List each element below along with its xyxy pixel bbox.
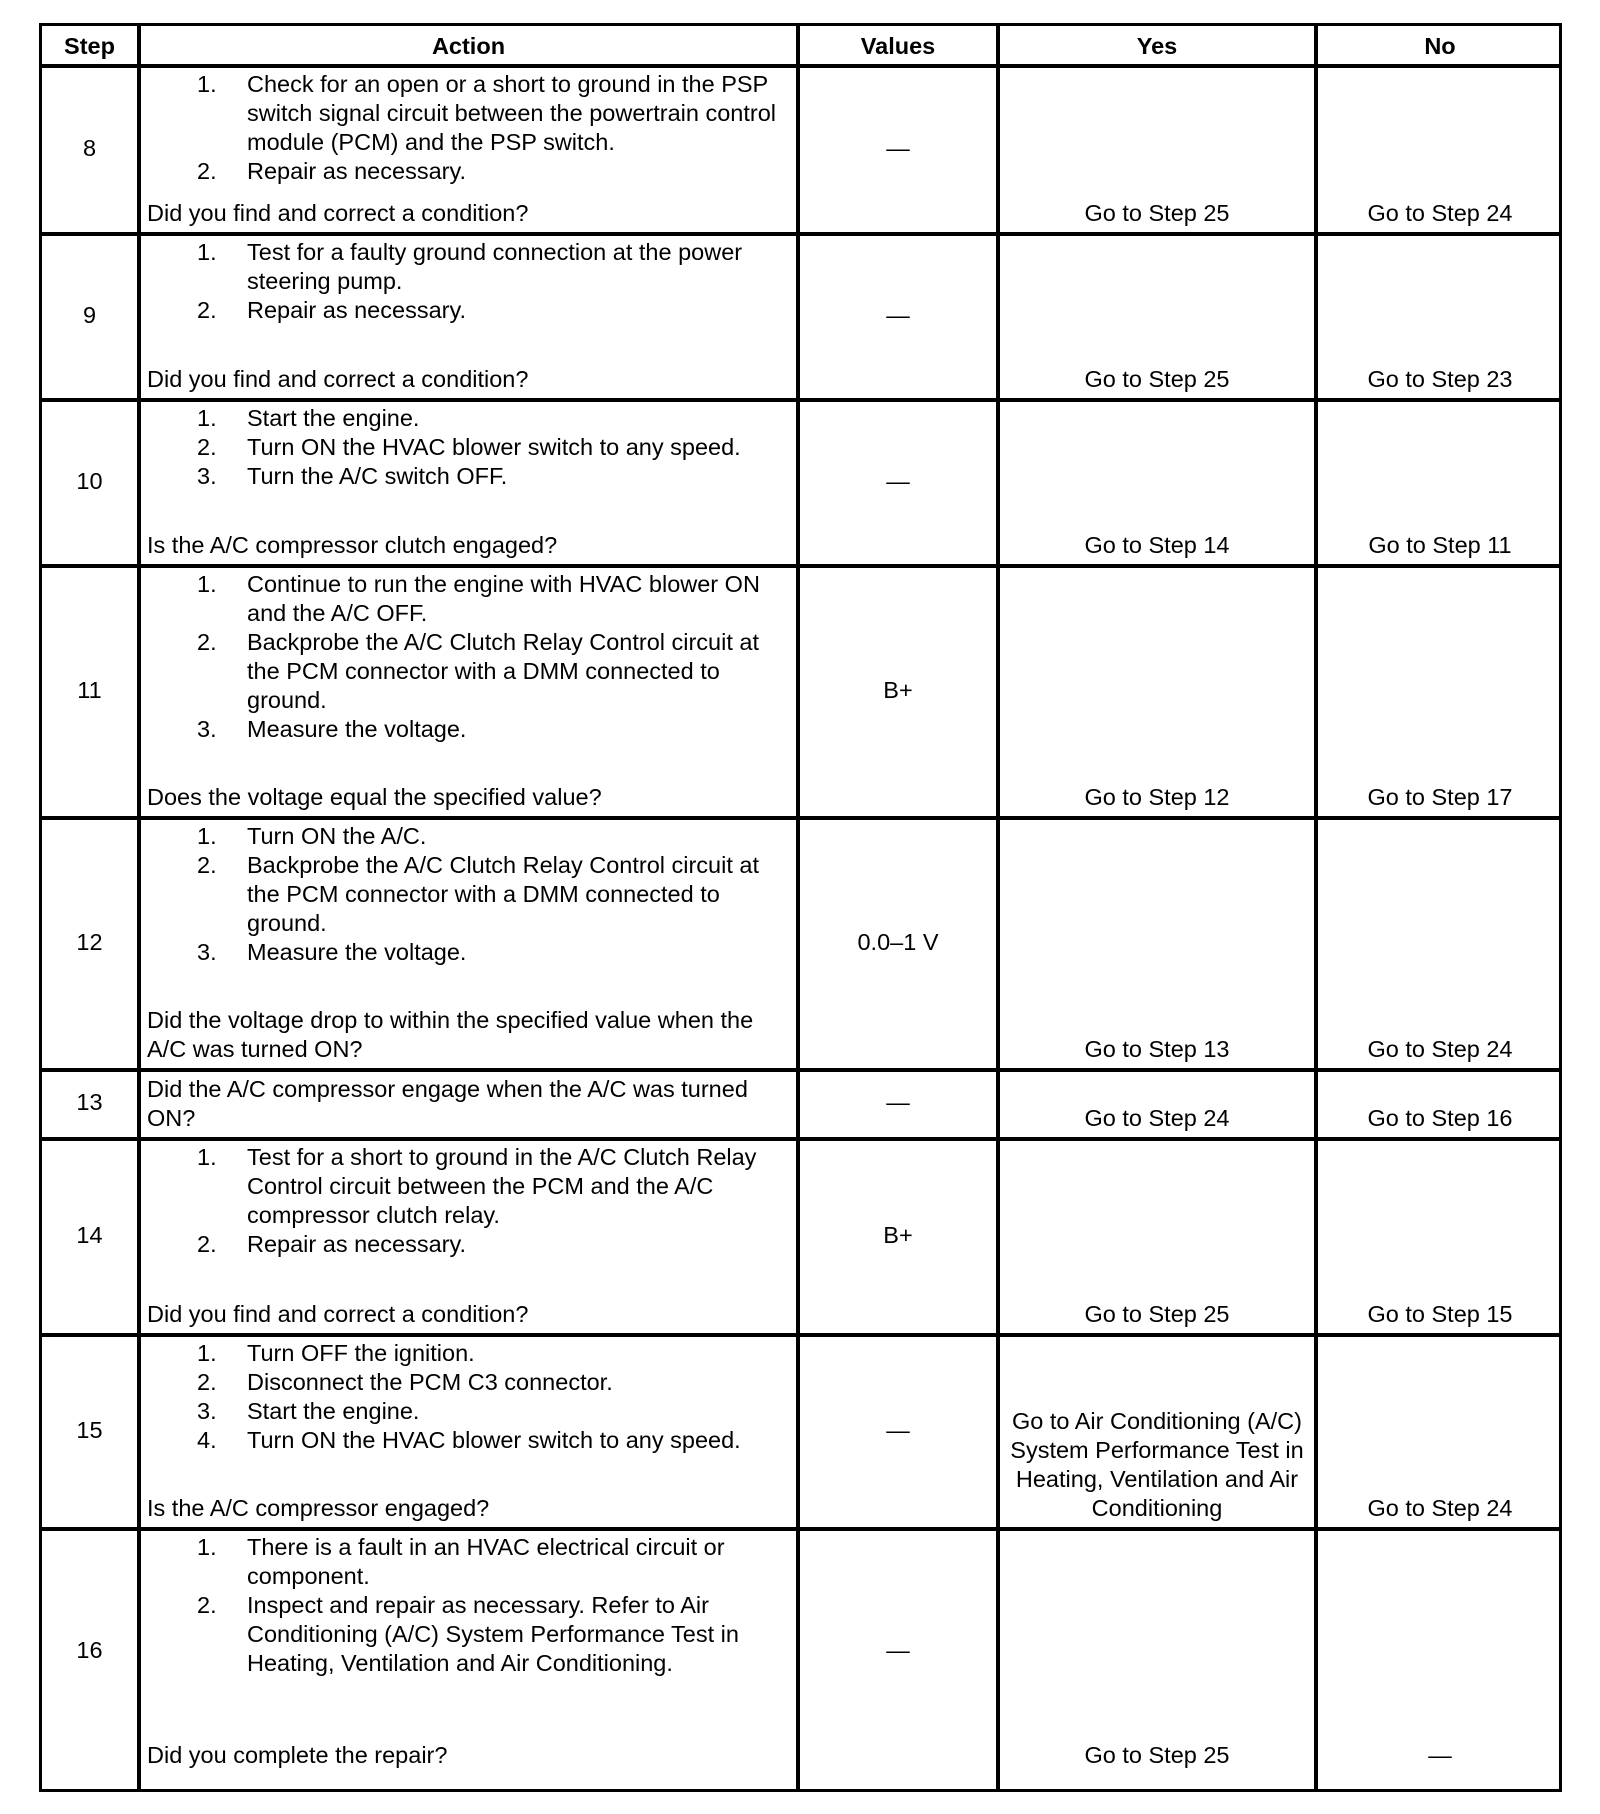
yes-result: Go to Air Conditioning (A/C) System Performance Test in Heating, Ventilation and Air Conditioning [1010,1408,1304,1521]
action-step-text: Repair as necessary. [247,297,466,323]
diagnostic-table [39,23,1562,1792]
action-step-text: Check for an open or a short to ground in the PSP switch signal circuit between the powertrain control module (PCM) and the PSP switch. [247,71,777,155]
no-result: Go to Step 24 [1367,1036,1513,1062]
action-cell [141,66,796,230]
action-question: Did the A/C compressor engage when the A/C was turned ON? [147,1076,748,1131]
table-row [42,400,1559,562]
action-step-number: 1. [197,1144,217,1170]
action-step-number: 2. [197,297,217,323]
row-divider [42,1137,1559,1141]
step-number: 11 [77,676,102,703]
action-step-text: Inspect and repair as necessary. Refer to Air Conditioning (A/C) System Performance Test in Heating, Ventilation and Air Conditioning. [247,1592,739,1676]
action-step [147,1143,790,1230]
action-cell [141,818,796,1066]
action-step [147,715,790,744]
yes-result: Go to Step 12 [1084,784,1230,810]
action-steps-list [147,570,790,744]
action-steps-list [147,404,790,491]
action-step-text: Turn the A/C switch OFF. [247,463,508,489]
action-step [147,433,790,462]
action-step-text: Backprobe the A/C Clutch Relay Control circuit at the PCM connector with a DMM connected to ground. [247,629,760,713]
row-divider [42,1527,1559,1531]
header-yes: Yes [1136,32,1178,59]
yes-cell [1000,1070,1314,1135]
action-step-text: Backprobe the A/C Clutch Relay Control circuit at the PCM connector with a DMM connected to ground. [247,852,760,936]
table-row [42,566,1559,814]
action-step [147,462,790,491]
action-step-number: 1. [197,1534,217,1560]
yes-cell [1000,1139,1314,1331]
action-step [147,1533,790,1591]
row-divider [42,398,1559,402]
action-step-text: Turn ON the HVAC blower switch to any speed. [247,434,741,460]
no-result: Go to Step 11 [1368,532,1512,558]
no-cell [1318,1139,1562,1331]
action-step [147,1368,790,1397]
action-step-number: 2. [197,1369,217,1395]
yes-cell [1000,400,1314,562]
no-result: Go to Step 24 [1367,200,1513,226]
action-step [147,822,790,851]
value-cell: — [886,134,910,161]
header-action: Action [431,32,506,59]
no-result: Go to Step 16 [1367,1105,1513,1131]
action-question: Did you find and correct a condition? [147,366,529,392]
action-step-text: Start the engine. [247,1398,420,1424]
action-step [147,1426,790,1455]
column-divider [137,26,141,1789]
yes-result: Go to Step 25 [1084,366,1230,392]
action-steps-list [147,1143,790,1259]
value-cell: — [886,301,910,328]
no-cell [1318,818,1562,1066]
action-steps-list [147,1339,790,1455]
step-number: 13 [76,1089,103,1115]
action-step-text: Repair as necessary. [247,1231,466,1257]
value-cell: 0.0–1 V [857,928,939,955]
action-step [147,404,790,433]
action-cell [141,566,796,814]
yes-result: Go to Step 25 [1084,1301,1230,1327]
row-divider [42,232,1559,236]
table-row [42,1070,1559,1135]
table-row [42,818,1559,1066]
action-question: Did you complete the repair? [147,1742,448,1768]
column-divider [796,26,800,1789]
step-number: 8 [82,134,97,161]
value-cell: — [886,467,910,494]
action-step-number: 1. [197,823,217,849]
no-cell [1318,66,1562,230]
action-step [147,70,790,157]
step-number: 9 [82,301,97,328]
yes-cell [1000,818,1314,1066]
action-step-number: 2. [197,434,217,460]
action-step-text: Turn ON the A/C. [247,823,427,849]
yes-result: Go to Step 25 [1084,200,1230,226]
action-steps-list [147,70,790,186]
action-step [147,296,790,325]
action-cell [141,400,796,562]
action-step-number: 2. [197,1231,217,1257]
yes-cell [1000,566,1314,814]
action-step-text: Continue to run the engine with HVAC blower ON and the A/C OFF. [247,571,760,626]
action-step-number: 3. [197,939,217,965]
action-step-number: 4. [197,1427,217,1453]
action-step-text: Test for a faulty ground connection at the power steering pump. [247,239,743,294]
action-step-number: 3. [197,716,217,742]
table-row [42,234,1559,396]
table-row [42,1529,1559,1772]
action-step-text: Measure the voltage. [247,939,467,965]
action-question: Is the A/C compressor engaged? [147,1495,490,1521]
action-step [147,1397,790,1426]
step-number: 15 [76,1416,103,1443]
action-step [147,628,790,715]
action-step-number: 3. [197,463,217,489]
step-number: 10 [76,467,103,494]
yes-result: Go to Step 25 [1084,1742,1230,1768]
yes-result: Go to Step 14 [1084,532,1230,558]
no-cell [1318,400,1562,562]
action-steps-list [147,1533,790,1678]
no-cell [1318,234,1562,396]
action-question: Did you find and correct a condition? [147,200,529,226]
action-step-number: 1. [197,1340,217,1366]
action-step-text: Turn ON the HVAC blower switch to any speed. [247,1427,741,1453]
step-number: 16 [76,1637,103,1663]
value-cell: — [886,1416,910,1443]
action-step-number: 1. [197,405,217,431]
row-divider [42,64,1559,68]
action-step-text: Turn OFF the ignition. [247,1340,475,1366]
action-step-text: Test for a short to ground in the A/C Clutch Relay Control circuit between the PCM and the A/C compressor clutch relay. [247,1144,757,1228]
action-step [147,238,790,296]
action-step-text: There is a fault in an HVAC electrical circuit or component. [247,1534,725,1589]
header-step: Step [64,32,115,59]
action-step [147,570,790,628]
value-cell: — [886,1637,910,1663]
no-result: Go to Step 17 [1367,784,1513,810]
action-step-number: 1. [197,239,217,265]
yes-result: Go to Step 24 [1084,1105,1230,1131]
no-cell [1318,1070,1562,1135]
action-step-number: 2. [197,158,217,184]
value-cell: B+ [883,676,913,703]
action-cell [141,1335,796,1525]
value-cell: — [886,1089,910,1115]
action-step [147,938,790,967]
action-question: Did you find and correct a condition? [147,1301,529,1327]
action-step-number: 1. [197,71,217,97]
action-step-number: 2. [197,852,217,878]
header-no: No [1424,32,1456,59]
row-divider [42,1333,1559,1337]
no-result: Go to Step 24 [1367,1495,1513,1521]
action-question: Did the voltage drop to within the specified value when the A/C was turned ON? [147,1007,754,1062]
table-row [42,1335,1559,1525]
row-divider [42,564,1559,568]
action-cell [141,234,796,396]
action-step-text: Measure the voltage. [247,716,467,742]
action-step-number: 2. [197,629,217,655]
row-divider [42,1068,1559,1072]
table-header-row [42,26,1559,66]
no-result: Go to Step 15 [1367,1301,1513,1327]
action-step-text: Disconnect the PCM C3 connector. [247,1369,613,1395]
action-step-number: 3. [197,1398,217,1424]
action-step [147,157,790,186]
yes-cell [1000,234,1314,396]
action-cell [141,1139,796,1331]
step-number: 12 [76,928,103,955]
action-question: Does the voltage equal the specified value? [147,784,602,810]
action-steps-list [147,238,790,325]
action-step [147,851,790,938]
action-step-number: 1. [197,571,217,597]
yes-cell [1000,1529,1314,1772]
table-row [42,1139,1559,1331]
action-step [147,1339,790,1368]
action-cell [141,1070,796,1135]
no-result: — [1428,1742,1452,1768]
action-step-text: Repair as necessary. [247,158,466,184]
yes-cell [1000,1335,1314,1525]
action-step [147,1230,790,1259]
no-cell [1318,1335,1562,1525]
column-divider [996,26,1000,1789]
action-step [147,1591,790,1678]
no-result: Go to Step 23 [1367,366,1513,392]
header-values: Values [860,32,936,59]
column-divider [1314,26,1318,1789]
action-step-text: Start the engine. [247,405,420,431]
action-steps-list [147,822,790,967]
table-row [42,66,1559,230]
no-cell [1318,566,1562,814]
yes-result: Go to Step 13 [1084,1036,1230,1062]
no-cell [1318,1529,1562,1772]
yes-cell [1000,66,1314,230]
row-divider [42,816,1559,820]
step-number: 14 [76,1221,103,1248]
action-cell [141,1529,796,1772]
action-step-number: 2. [197,1592,217,1618]
value-cell: B+ [883,1221,913,1248]
action-question: Is the A/C compressor clutch engaged? [147,532,558,558]
